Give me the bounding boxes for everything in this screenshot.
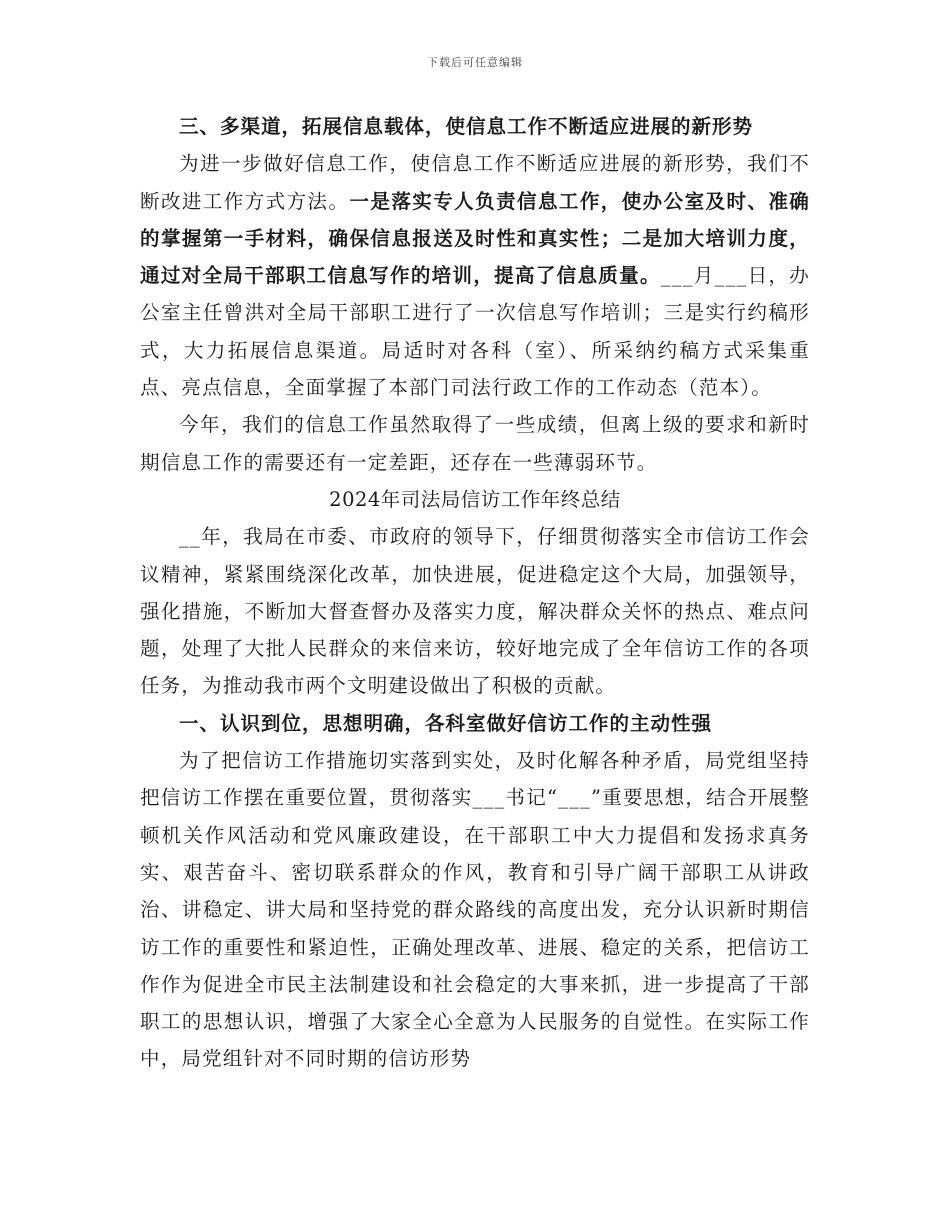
paragraph-section-1: 为了把信访工作措施切实落到实处，及时化解各种矛盾，局党组坚持把信访工作摆在重要位置，贯彻落实___书记“___”重要思想，结合开展整顿机关作风活动和党风廉政建设，在干部职工中大力提倡和发扬求真务实、艰苦奋斗、密切联系群众的作风，教育和引导广阔干部职工从讲政治、讲稳定、讲大局和坚持党的群众路线的高度出发，充分认识新时期信访工作的重要性和紧迫性，正确处理改革、进展、稳定的关系，把信访工作作为促进全市民主法制建设和社会稳定的大事来抓，进一步提高了干部职工的思想认识，增强了大家全心全意为人民服务的自觉性。在实际工作中，局党组针对不同时期的信访形势 xyxy=(140,749,810,1071)
document-body xyxy=(140,108,810,1078)
paragraph-bold-text: 一是落实专人负责信息工作，使办公室及时、准确的掌握第一手材料，确保信息报送及时性和真实性；二是加大培训力度，通过对全局干部职工信息写作的培训，提高了信息质量。 xyxy=(140,189,810,288)
page-header: 下载后可任意编辑 xyxy=(427,56,523,69)
document-title: 2024年司法局信访工作年终总结 xyxy=(329,487,621,511)
section-heading-1: 一、认识到位，思想明确，各科室做好信访工作的主动性强 xyxy=(179,711,713,735)
paragraph-summary: 今年，我们的信息工作虽然取得了一些成绩，但离上级的要求和新时期信息工作的需要还有一定差距，还存在一些薄弱环节。 xyxy=(140,413,810,474)
paragraph-intro: __年，我局在市委、市政府的领导下，仔细贯彻落实全市信访工作会议精神，紧紧围绕深化改革，加快进展，促进稳定这个大局，加强领导，强化措施，不断加大督查督办及落实力度，解决群众关怀的热点、难点问题，处理了大批人民群众的来信来访，较好地完成了全年信访工作的各项任务，为推动我市两个文明建设做出了积极的贡献。 xyxy=(140,525,810,698)
section-heading-3: 三、多渠道，拓展信息载体，使信息工作不断适应进展的新形势 xyxy=(179,115,754,138)
paragraph-tail: ___月___日，办公室主任曾洪对全局干部职工进行了一次信息写作培训；三是实行约稿形式，大力拓展信息渠道。局适时对各科（室）、所采纳约稿方式采集重点、亮点信息，全面掌握了本部门司法行政工作的工作动态（范本）。 xyxy=(140,264,810,400)
paragraph-info-work xyxy=(140,145,810,406)
paragraph-lead: 为进一步做好信息工作，使信息工作不断适应进展的新形势，我们不断改进工作方式方法。 xyxy=(140,152,810,213)
